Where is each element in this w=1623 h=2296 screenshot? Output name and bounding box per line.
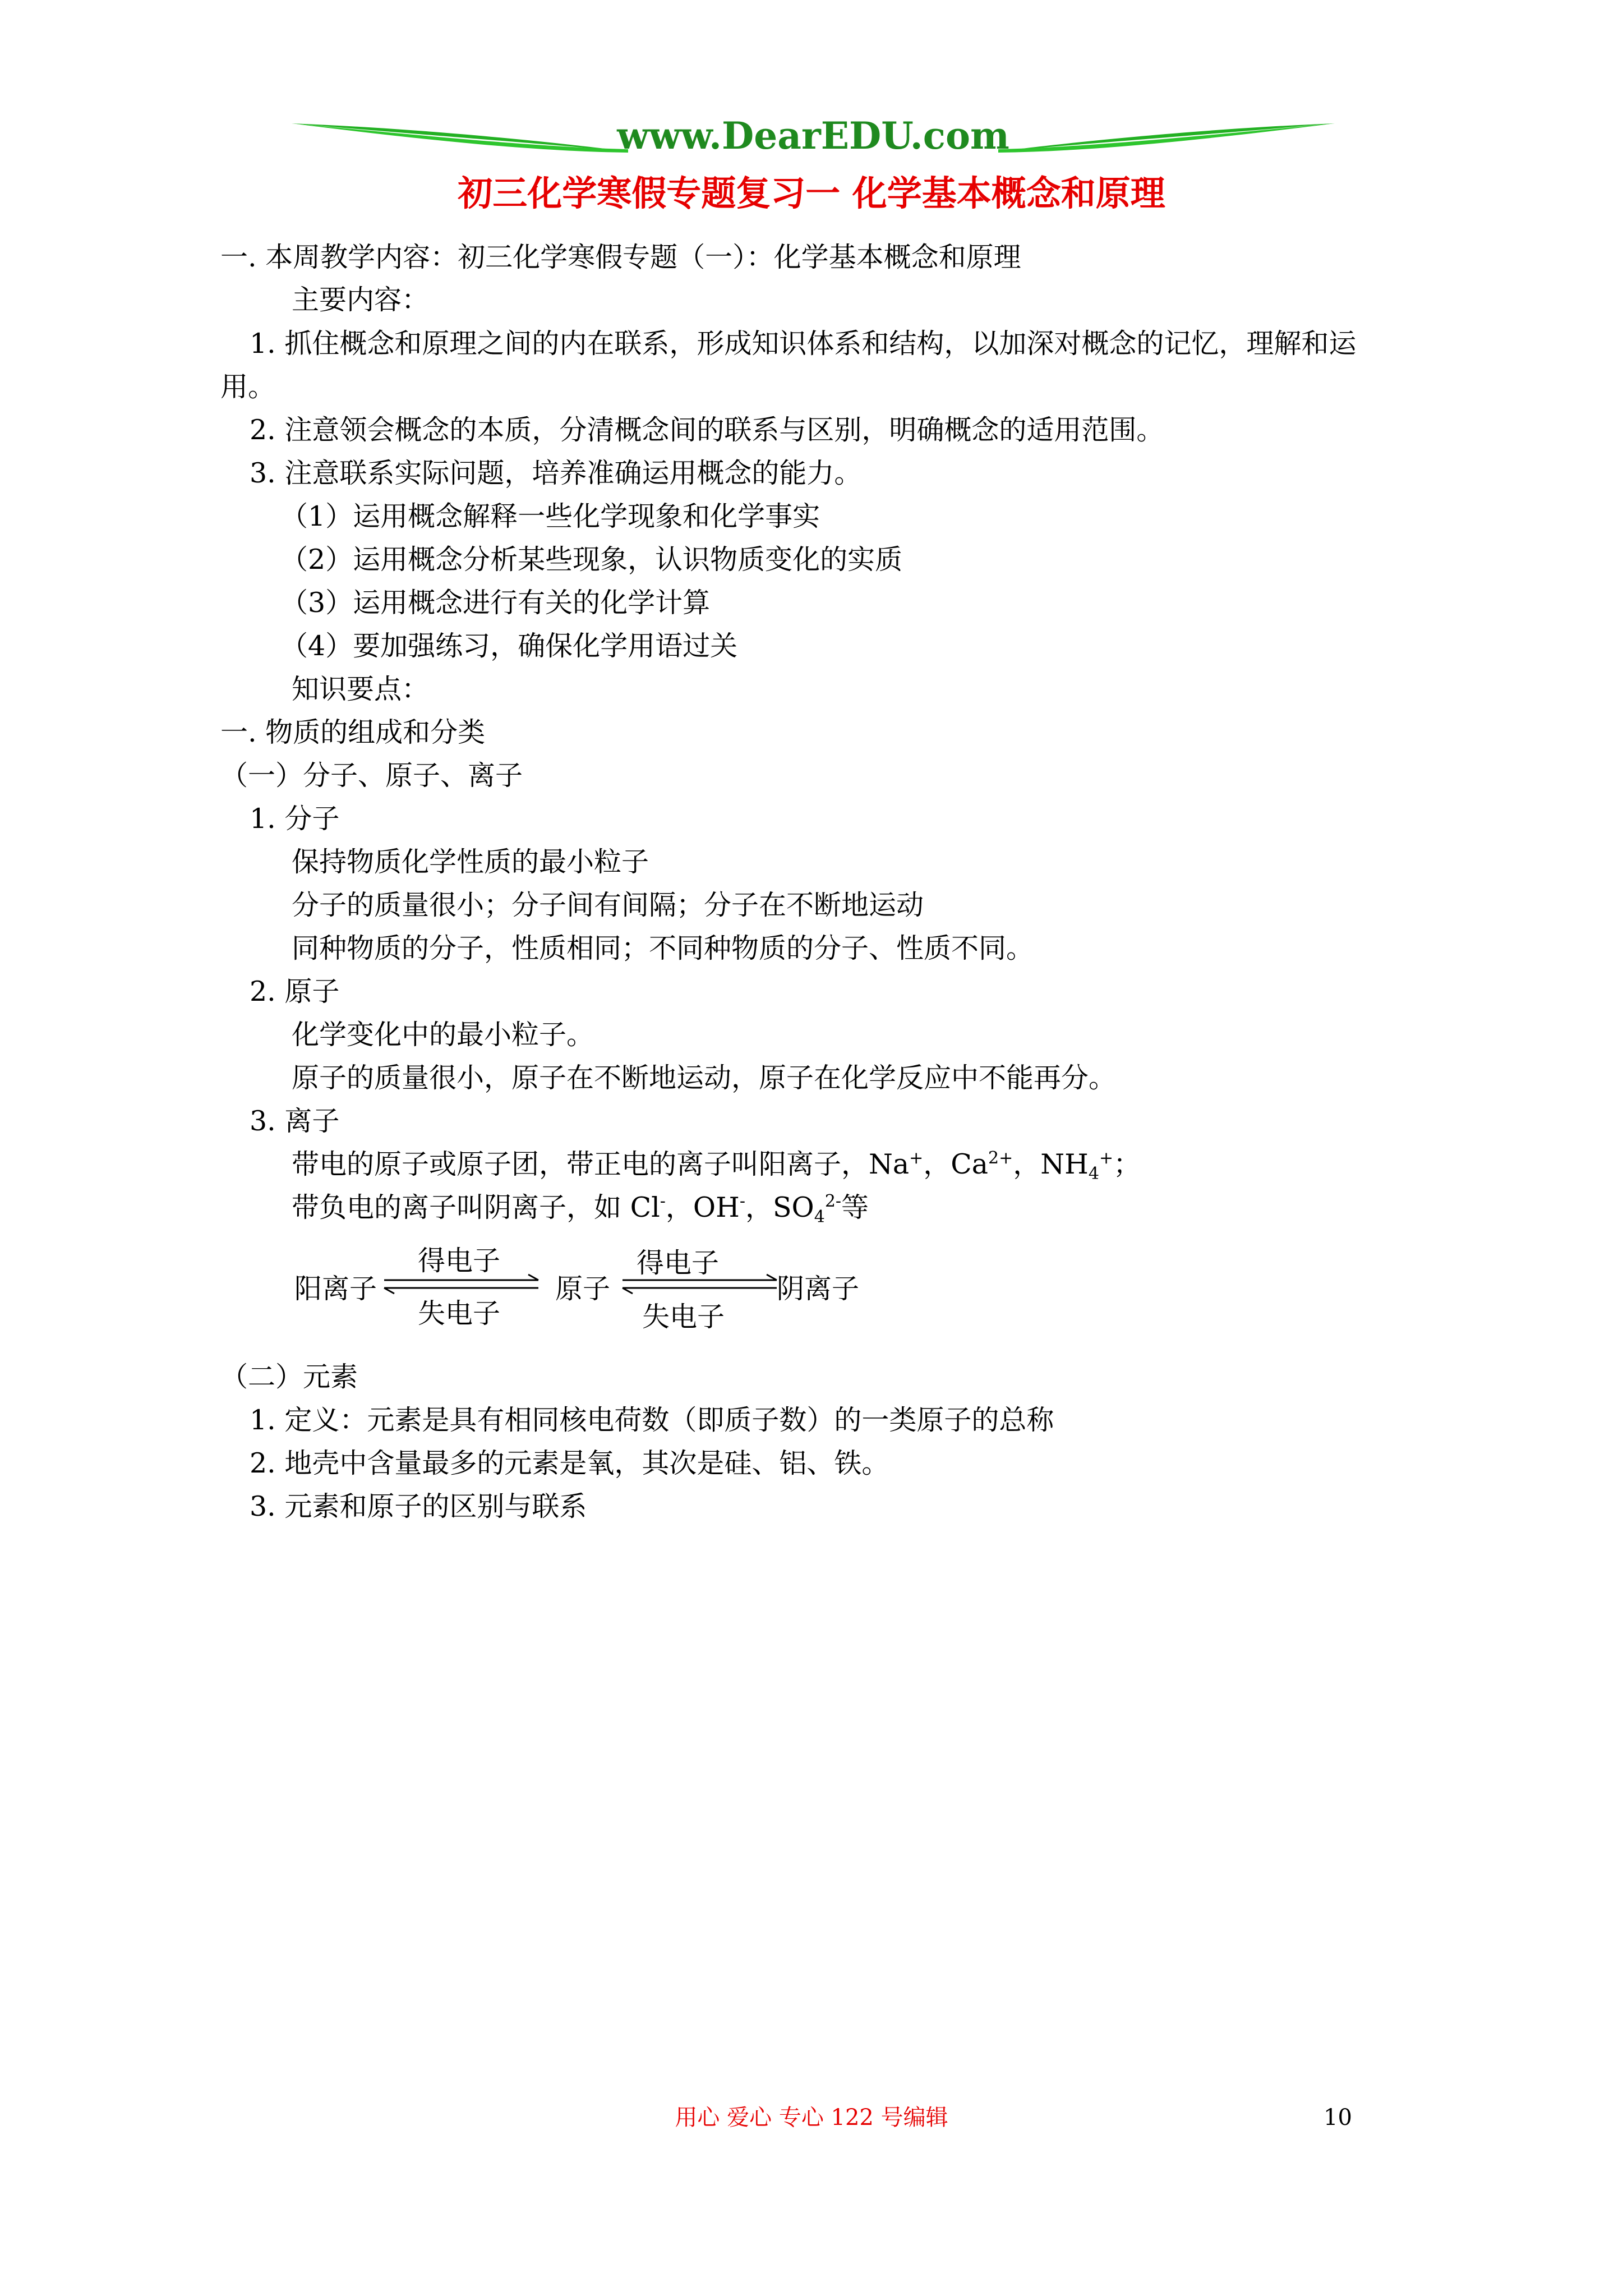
cation-text: 带电的原子或原子团，带正电的离子叫阳离子， bbox=[292, 1148, 869, 1180]
na-symbol: Na bbox=[869, 1148, 910, 1180]
sub-point-1: （1）运用概念解释一些化学现象和化学事实 bbox=[280, 500, 820, 532]
subsection-heading: （一）分子、原子、离子 bbox=[220, 760, 523, 792]
nh-subscript: 4 bbox=[1088, 1164, 1099, 1184]
so-symbol: SO bbox=[772, 1191, 814, 1223]
point-1: 1. 抓住概念和原理之间的内在联系，形成知识体系和结构，以加深对概念的记忆，理解和运 bbox=[250, 328, 1357, 360]
atom-heading: 2. 原子 bbox=[250, 976, 340, 1007]
gain-electron-label-1: 得电子 bbox=[418, 1245, 501, 1277]
element-crust: 2. 地壳中含量最多的元素是氧，其次是硅、铝、铁。 bbox=[250, 1447, 889, 1479]
element-def: 1. 定义：元素是具有相同核电荷数（即质子数）的一类原子的总称 bbox=[250, 1404, 1054, 1436]
ca-symbol: Ca bbox=[951, 1148, 988, 1180]
point-2: 2. 注意领会概念的本质，分清概念间的联系与区别，明确概念的适用范围。 bbox=[250, 414, 1164, 446]
element-heading: （二）元素 bbox=[220, 1361, 358, 1393]
molecule-heading: 1. 分子 bbox=[250, 803, 340, 835]
lose-electron-label-2: 失电子 bbox=[642, 1301, 725, 1333]
ion-conversion-diagram bbox=[292, 1234, 909, 1335]
cl-symbol: Cl bbox=[630, 1191, 660, 1223]
point-1-cont: 用。 bbox=[220, 371, 276, 403]
nh-symbol: NH bbox=[1040, 1148, 1089, 1180]
oh-charge: - bbox=[739, 1191, 745, 1211]
knowledge-label: 知识要点： bbox=[292, 673, 430, 705]
lose-electron-label-1: 失电子 bbox=[418, 1297, 501, 1329]
cation-label: 阳离子 bbox=[294, 1273, 377, 1305]
atom-prop: 原子的质量很小，原子在不断地运动，原子在化学反应中不能再分。 bbox=[292, 1062, 1117, 1094]
so-charge: 2- bbox=[824, 1191, 842, 1211]
molecule-nature: 同种物质的分子，性质相同；不同种物质的分子、性质不同。 bbox=[292, 932, 1034, 964]
logo-text: www.DearEDU.com bbox=[617, 114, 1009, 158]
sub-point-4: （4）要加强练习，确保化学用语过关 bbox=[280, 630, 738, 662]
molecule-prop: 分子的质量很小；分子间有间隔；分子在不断地运动 bbox=[292, 889, 924, 921]
equilibrium-arrow-icon-2 bbox=[620, 1273, 782, 1296]
intro-line: 一. 本周教学内容：初三化学寒假专题（一）：化学基本概念和原理 bbox=[220, 241, 1021, 273]
gain-electron-label-2: 得电子 bbox=[637, 1247, 720, 1279]
ion-heading: 3. 离子 bbox=[250, 1105, 340, 1137]
cl-charge: - bbox=[660, 1191, 666, 1211]
page-number: 10 bbox=[1324, 2105, 1352, 2131]
main-content-label: 主要内容： bbox=[292, 284, 430, 316]
oh-symbol: OH bbox=[693, 1191, 740, 1223]
anion-line: 带负电的离子叫阴离子，如 Cl-，OH-，$SO_4^{2-}$等 bbox=[292, 1191, 869, 1227]
point-3: 3. 注意联系实际问题，培养准确运用概念的能力。 bbox=[250, 457, 862, 489]
so-subscript: 4 bbox=[814, 1207, 825, 1227]
section-heading: 一. 物质的组成和分类 bbox=[220, 716, 486, 748]
sub-point-2: （2）运用概念分析某些现象，认识物质变化的实质 bbox=[280, 544, 903, 576]
na-charge: + bbox=[909, 1148, 924, 1168]
equilibrium-arrow-icon-1 bbox=[381, 1273, 544, 1296]
sub-point-3: （3）运用概念进行有关的化学计算 bbox=[280, 587, 711, 619]
page-title: 初三化学寒假专题复习一 化学基本概念和原理 bbox=[458, 173, 1165, 214]
footer-text: 用心 爱心 专心 122 号编辑 bbox=[675, 2105, 948, 2131]
ca-charge: 2+ bbox=[988, 1148, 1013, 1168]
nh-charge: + bbox=[1099, 1148, 1114, 1168]
atom-def: 化学变化中的最小粒子。 bbox=[292, 1019, 594, 1051]
molecule-def: 保持物质化学性质的最小粒子 bbox=[292, 846, 649, 878]
anion-text: 带负电的离子叫阴离子，如 bbox=[292, 1191, 630, 1223]
cation-line: 带电的原子或原子团，带正电的离子叫阳离子，Na+，$Ca^{2+}$，$NH_4^+$； bbox=[292, 1148, 1141, 1184]
atom-label: 原子 bbox=[555, 1273, 611, 1305]
element-atom-relation: 3. 元素和原子的区别与联系 bbox=[250, 1490, 587, 1522]
anion-label: 阴离子 bbox=[777, 1273, 860, 1305]
anion-end: 等 bbox=[841, 1191, 869, 1223]
site-logo bbox=[292, 112, 1335, 163]
